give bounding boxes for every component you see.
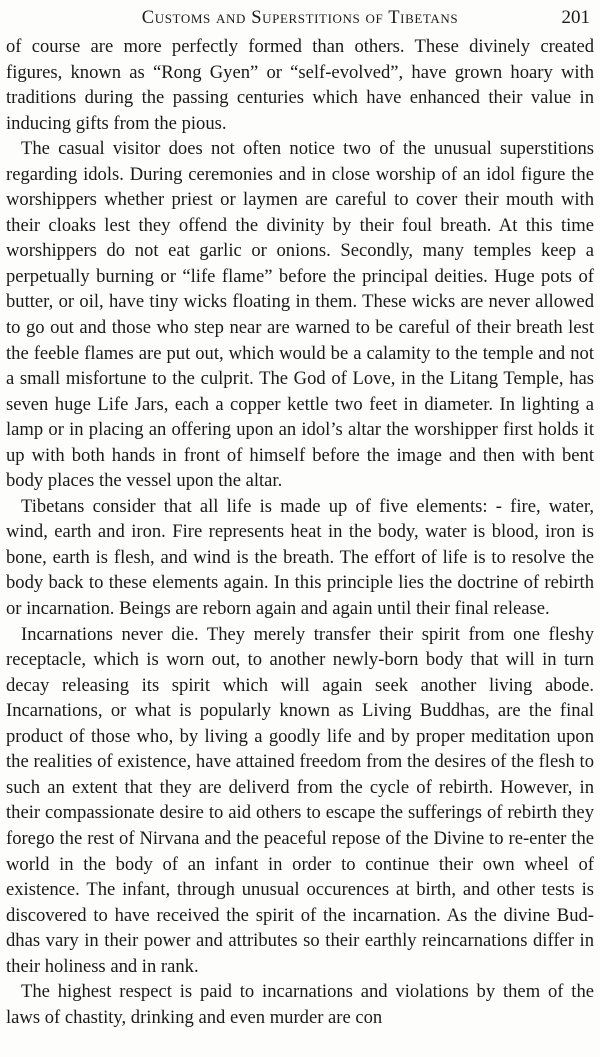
paragraph-idol-superstitions: The casual visitor does not often notice two of the unusual superstitions regarding idols. During ceremonies and in close worship of an idol figure the worshippers whether priest or laymen are careful to cover their mouth with their cloaks lest they offend the divinity by their foul breath. At this time worshippers do not eat garlic or onions. Secondly, many temples keep a perpetually burning or “life flame” before the principal deities. Huge pots of butter, or oil, have tiny wicks floating in them. These wicks are never allowed to go out and those who step near are warned to be careful of their breath lest the feeble flames are put out, which would be a calamity to the temple and not a small misfortune to the culprit. The God of Love, in the Litang Temple, has seven huge Life Jars, each a copper kettle two feet in diameter. In lighting a lamp or in placing an offering upon an idol’s altar the worshipper first holds it up with both hands in front of himself before the image and then with bent body places the vessel upon the altar. bbox=[6, 138, 594, 492]
paragraph-continued: of course are more perfectly formed than others. These divinely created figures, known as “Rong Gyen” or “self-evolved”, have grown hoary with traditions during the passing centuries which have enhanced their value in inducing gifts from the pious. bbox=[6, 36, 594, 134]
running-head bbox=[6, 6, 594, 32]
page-number: 201 bbox=[561, 7, 590, 28]
body-text bbox=[6, 34, 594, 1030]
paragraph-respect: The highest respect is paid to incarnations and violations by them of the laws of chastity, drinking and even murder are con bbox=[6, 981, 594, 1028]
paragraph-five-elements: Tibetans consider that all life is made up of five elements: - fire, water, wind, earth and iron. Fire represents heat in the body, water is blood, iron is bone, earth is flesh, and wind is the breath. The effort of life is to resolve the body back to these elements again. In this principle lies the doctrine of rebirth or incarnation. Beings are reborn again and again until their final release. bbox=[6, 495, 594, 620]
paragraph-incarnations: Incarnations never die. They merely transfer their spirit from one fleshy receptacle, which is worn out, to another newly-born body that will in turn decay releasing its spirit which will again seek another living abode. Incarnations, or what is popularly known as Living Buddhas, are the final product of those who, by living a goodly life and by proper meditation upon the realities of existence, have attained freedom from the desires of the flesh to such an extent that they are deliverd from the cycle of rebirth. However, in their compassionate desire to aid others to escape the sufferings of rebirth they forego the rest of Nirvana and the peaceful repose of the Divine to re-enter the world in the body of an infant in order to continue their own wheel of existence. The infant, through unusual occurences at birth, and other tests is discovered to have received the spirit of the incarnation. As the divine Buddhas vary in their power and attributes so their earthly reincarnations differ in their holiness and in rank. bbox=[6, 623, 594, 977]
running-title: Customs and Superstitions of Tibetans bbox=[141, 8, 459, 28]
